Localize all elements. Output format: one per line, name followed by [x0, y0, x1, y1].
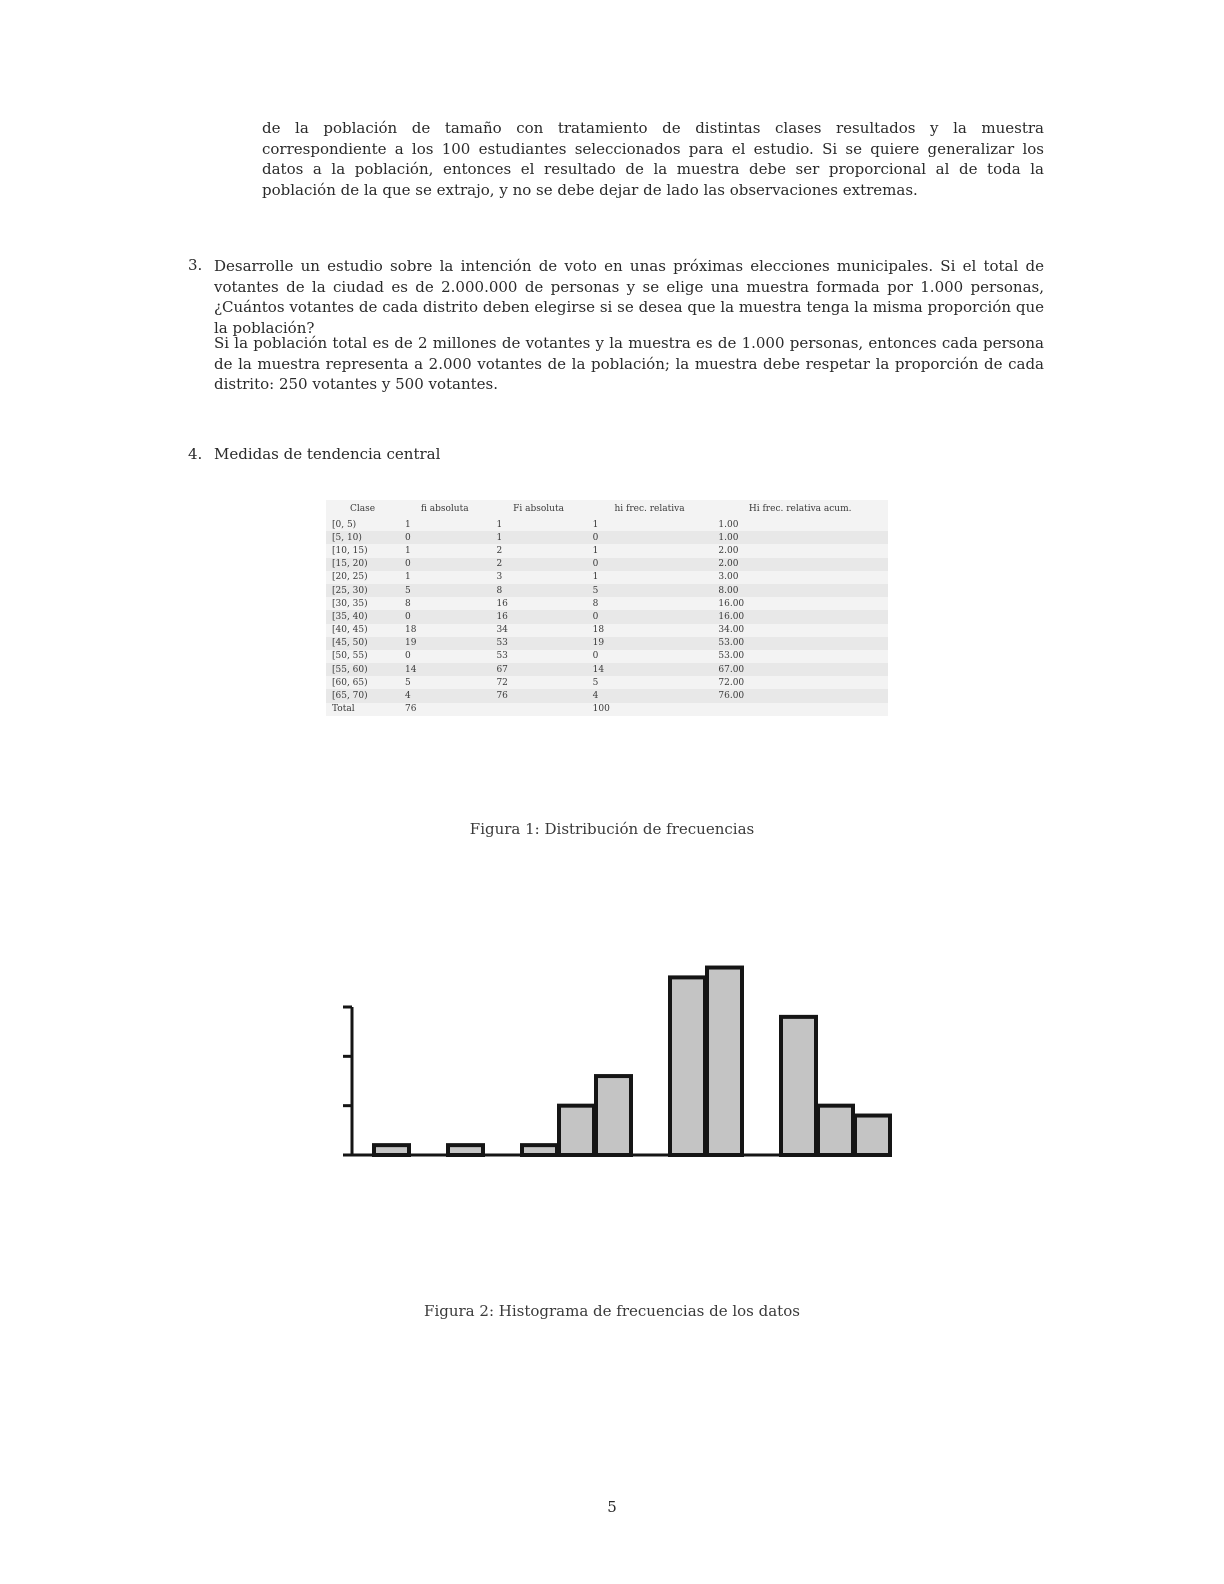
table-cell: 5 [587, 584, 713, 597]
question-4-number: 4. [188, 445, 203, 463]
histogram-bar [559, 1106, 594, 1155]
table-cell: 8 [405, 598, 411, 609]
table-cell: 53.00 [712, 637, 888, 650]
table-row [326, 624, 888, 637]
table-cell: 1 [405, 572, 411, 583]
table-header-cell: Fi absoluta [513, 504, 564, 514]
table-cell: 2.00 [712, 558, 888, 571]
table-cell: 14 [399, 663, 490, 676]
table-cell: 1 [405, 519, 411, 530]
frequency-table [326, 500, 888, 716]
table-cell: 8 [592, 598, 599, 609]
table-header-cell: Clase [349, 504, 376, 514]
table-cell: [10, 15) [332, 545, 368, 556]
table-cell: 0 [399, 610, 490, 623]
table-cell: [15, 20) [326, 558, 399, 571]
table-cell: 0 [405, 651, 411, 662]
table-cell: 76 [490, 689, 586, 702]
table-body [326, 518, 888, 716]
table-cell: 1 [592, 519, 599, 530]
table-row [326, 676, 888, 689]
table-cell: 67.00 [712, 663, 888, 676]
table-row [326, 544, 888, 557]
table-cell: 0 [592, 651, 599, 662]
histogram-bar [448, 1145, 483, 1155]
table-cell: 16.00 [712, 610, 888, 623]
table-cell: 2 [496, 545, 503, 556]
table-cell: 16 [490, 610, 586, 623]
table-cell: 5 [592, 677, 599, 688]
table-cell [712, 703, 888, 716]
table-cell: 53 [490, 637, 586, 650]
table-row [326, 597, 888, 610]
table-cell: 76 [405, 704, 417, 715]
table-cell: 5 [405, 677, 411, 688]
histogram-bar [596, 1076, 631, 1155]
table-cell [490, 703, 586, 716]
table-cell: [50, 55) [332, 651, 368, 662]
table-cell: 19 [399, 637, 490, 650]
table-cell: [35, 40) [326, 610, 399, 623]
table-cell: 18 [405, 625, 417, 636]
table-row [326, 703, 888, 716]
table-cell: [20, 25) [332, 572, 368, 583]
table-row [326, 637, 888, 650]
question-3-answer: Si la población total es de 2 millones de votantes y la muestra es de 1.000 personas, entonces cada persona de la muestra representa a 2.000 votantes de la población; la muestra debe respetar la proporción de cada distrito: 250 votantes y 500 votantes. [214, 334, 1044, 393]
table-cell: 16.00 [718, 598, 745, 609]
figure-1-caption: Figura 1: Distribución de frecuencias [469, 820, 755, 838]
table-cell: 3 [496, 572, 503, 583]
table-cell: Total [332, 704, 355, 715]
table-row [326, 531, 888, 544]
table-cell: [5, 10) [326, 531, 399, 544]
intro-paragraph: de la población de tamaño con tratamiento de distintas clases resultados y la muestra correspondiente a los 100 estudiantes seleccionados para el estudio. Si se quiere generalizar los datos a la población, entonces el resultado de la muestra debe ser proporcional al de toda la población de la que se extrajo, y no se debe dejar de lado las observaciones extremas. [262, 119, 1044, 199]
table-row [326, 663, 888, 676]
histogram-bar [522, 1145, 557, 1155]
table-cell: 0 [399, 558, 490, 571]
table-row [326, 689, 888, 702]
table-cell: 1 [592, 572, 599, 583]
table-cell: 4 [399, 689, 490, 702]
table-cell: 1 [592, 545, 599, 556]
table-row [326, 571, 888, 584]
table-cell: 3.00 [718, 572, 739, 583]
question-4-text: Medidas de tendencia central [214, 445, 441, 463]
table-cell: 53.00 [718, 651, 745, 662]
histogram-bar [374, 1145, 409, 1155]
page-number: 5 [607, 1498, 617, 1516]
table-header-cell: hi frec. relativa [614, 504, 685, 514]
table-row [326, 518, 888, 531]
table-cell: [40, 45) [332, 625, 368, 636]
table-header-cell: Hi frec. relativa acum. [748, 504, 852, 514]
table-cell: [45, 50) [326, 637, 399, 650]
table-cell: 53 [496, 651, 508, 662]
table-cell: 34 [496, 625, 508, 636]
histogram-bar [855, 1116, 890, 1155]
table-cell: 0 [587, 531, 713, 544]
question-3-number: 3. [188, 256, 203, 274]
table-cell: 1 [405, 545, 411, 556]
table-cell: 14 [587, 663, 713, 676]
table-cell: [0, 5) [332, 519, 357, 530]
table-cell: [65, 70) [326, 689, 399, 702]
table-cell: 16 [496, 598, 508, 609]
table-cell: 4 [587, 689, 713, 702]
table-cell: 1.00 [718, 519, 739, 530]
histogram-chart [330, 960, 900, 1175]
table-cell: 1 [490, 531, 586, 544]
table-cell: 0 [399, 531, 490, 544]
table-cell: 2.00 [718, 545, 739, 556]
table-row [326, 650, 888, 663]
table-row [326, 558, 888, 571]
table-cell: 8.00 [712, 584, 888, 597]
table-cell: [30, 35) [332, 598, 368, 609]
question-3-text: Desarrolle un estudio sobre la intención de voto en unas próximas elecciones municipales. Si el total de votantes de la ciudad es de 2.000.000 de personas y se elige una muestra formada por 1.000 personas, ¿Cuántos votantes de cada distrito deben elegirse si se desea que la muestra tenga la misma proporción que la población? [214, 257, 1044, 337]
table-row [326, 610, 888, 623]
figure-2-caption: Figura 2: Histograma de frecuencias de los datos [424, 1302, 800, 1320]
table-cell: 1.00 [712, 531, 888, 544]
table-cell: 72.00 [718, 677, 745, 688]
table-cell: 67 [490, 663, 586, 676]
table-header-cell: fi absoluta [420, 504, 469, 514]
table-cell: 34.00 [718, 625, 745, 636]
table-cell: 8 [490, 584, 586, 597]
table-cell: [25, 30) [326, 584, 399, 597]
histogram-bar [781, 1017, 816, 1155]
table-cell: 1 [496, 519, 503, 530]
table-header-row [326, 500, 888, 518]
table-cell: 18 [592, 625, 605, 636]
histogram-bar [707, 968, 742, 1155]
histogram-bar [818, 1106, 853, 1155]
histogram-bar [670, 977, 705, 1155]
table-cell: [55, 60) [326, 663, 399, 676]
table-cell: 0 [587, 558, 713, 571]
table-cell: 0 [587, 610, 713, 623]
table-cell: 100 [592, 704, 610, 715]
table-cell: 72 [496, 677, 508, 688]
table-cell: 2 [490, 558, 586, 571]
table-cell: 19 [587, 637, 713, 650]
table-cell: [60, 65) [332, 677, 368, 688]
table-row [326, 584, 888, 597]
table-cell: 5 [399, 584, 490, 597]
table-cell: 76.00 [712, 689, 888, 702]
